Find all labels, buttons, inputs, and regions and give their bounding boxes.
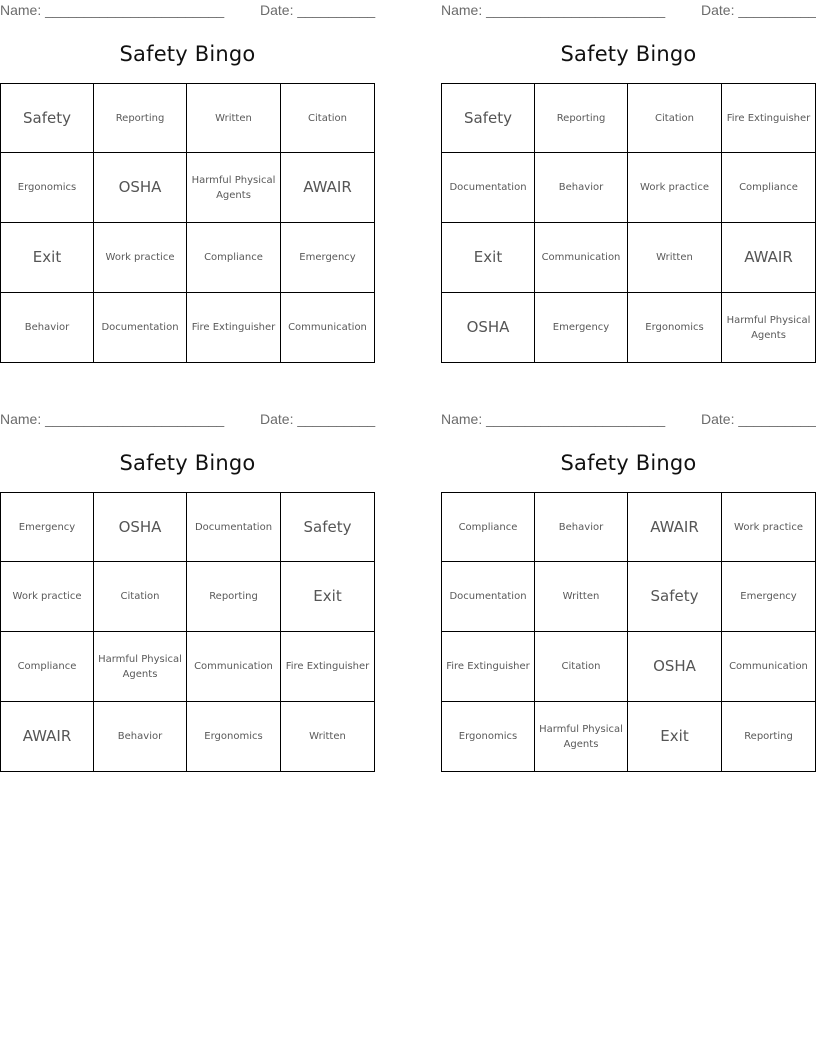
bingo-cell: Behavior <box>535 153 628 223</box>
card-header <box>0 411 375 429</box>
bingo-cell: Work practice <box>1 562 94 632</box>
name-field: Name: _______________________ <box>0 2 225 18</box>
bingo-cell: AWAIR <box>628 493 722 562</box>
bingo-cell: Written <box>309 731 346 742</box>
card-title: Safety Bingo <box>119 42 256 66</box>
date-field: Date: __________ <box>260 411 376 427</box>
card-header <box>0 2 375 20</box>
bingo-cell: Behavior <box>94 702 187 771</box>
card-title: Safety Bingo <box>560 42 697 66</box>
bingo-cell: OSHA <box>442 293 535 362</box>
bingo-cell: Citation <box>94 562 187 632</box>
bingo-cell: Documentation <box>442 153 535 223</box>
bingo-cell: Harmful Physical Agents <box>94 632 187 702</box>
card-header <box>441 411 816 429</box>
bingo-cell: Communication <box>288 322 367 333</box>
bingo-cell: Compliance <box>187 223 281 293</box>
bingo-cell: Fire Extinguisher <box>281 632 374 702</box>
bingo-cell: Written <box>535 562 628 632</box>
bingo-cell: Harmful Physical Agents <box>535 702 628 771</box>
bingo-cell: Exit <box>281 562 374 632</box>
bingo-cell: Communication <box>187 632 281 702</box>
bingo-cell: Communication <box>535 223 628 293</box>
bingo-grid <box>441 492 816 772</box>
bingo-cell: Citation <box>535 632 628 702</box>
bingo-cell: Emergency <box>281 223 374 293</box>
bingo-grid <box>0 492 375 772</box>
bingo-card-1 <box>0 0 375 365</box>
bingo-cell: Exit <box>442 223 535 293</box>
bingo-cell: Fire Extinguisher <box>722 84 815 153</box>
bingo-cell: Citation <box>281 84 374 153</box>
bingo-cell: Ergonomics <box>628 293 722 362</box>
date-field: Date: __________ <box>701 411 816 427</box>
bingo-cell: Work practice <box>722 493 815 562</box>
bingo-cell: Written <box>628 223 722 293</box>
bingo-cell: Reporting <box>94 84 187 153</box>
bingo-grid <box>441 83 816 363</box>
bingo-cell: Exit <box>628 702 722 771</box>
name-field: Name: _______________________ <box>441 411 666 427</box>
card-header <box>441 2 816 20</box>
bingo-cell: Work practice <box>94 223 187 293</box>
bingo-cell: Work practice <box>628 153 722 223</box>
bingo-card-3 <box>0 409 375 774</box>
name-field: Name: _______________________ <box>441 2 666 18</box>
bingo-cell: Safety <box>442 84 535 153</box>
bingo-card-4 <box>441 409 816 774</box>
bingo-cell: Behavior <box>535 493 628 562</box>
bingo-cell: Safety <box>1 84 94 153</box>
bingo-cell: Exit <box>1 223 94 293</box>
bingo-cell: Ergonomics <box>442 702 535 771</box>
bingo-cell: Compliance <box>442 493 535 562</box>
bingo-cell: Documentation <box>94 293 187 362</box>
bingo-card-2 <box>441 0 816 365</box>
bingo-cell: AWAIR <box>1 702 94 771</box>
bingo-cell: AWAIR <box>722 223 815 293</box>
bingo-cell: OSHA <box>94 153 187 223</box>
bingo-cell: Behavior <box>1 293 94 362</box>
bingo-cell: Safety <box>628 562 722 632</box>
bingo-cell: Harmful Physical Agents <box>187 153 281 223</box>
bingo-cell: Reporting <box>535 84 628 153</box>
bingo-cell: Compliance <box>722 153 815 223</box>
bingo-cell: Harmful Physical Agents <box>726 314 811 341</box>
name-field: Name: _______________________ <box>0 411 225 427</box>
bingo-cell: Safety <box>281 493 374 562</box>
bingo-cell: OSHA <box>628 632 722 702</box>
bingo-cell: Ergonomics <box>187 702 281 771</box>
bingo-cell: Citation <box>628 84 722 153</box>
bingo-grid <box>0 83 375 363</box>
bingo-cell: Reporting <box>187 562 281 632</box>
bingo-cell: Fire Extinguisher <box>442 632 535 702</box>
bingo-cell: Ergonomics <box>1 153 94 223</box>
date-field: Date: __________ <box>701 2 816 18</box>
bingo-cell: Fire Extinguisher <box>187 293 281 362</box>
card-title: Safety Bingo <box>119 451 256 475</box>
bingo-cell: Written <box>187 84 281 153</box>
card-title: Safety Bingo <box>560 451 697 475</box>
bingo-cell: Documentation <box>187 493 281 562</box>
bingo-cell: Emergency <box>535 293 628 362</box>
bingo-cell: Emergency <box>1 493 94 562</box>
date-field: Date: __________ <box>260 2 376 18</box>
bingo-cell: Emergency <box>722 562 815 632</box>
bingo-cell: Documentation <box>442 562 535 632</box>
bingo-cell: Communication <box>722 632 815 702</box>
bingo-cell: AWAIR <box>281 153 374 223</box>
bingo-cell: Reporting <box>744 731 793 742</box>
bingo-cell: OSHA <box>94 493 187 562</box>
bingo-cell: Compliance <box>1 632 94 702</box>
